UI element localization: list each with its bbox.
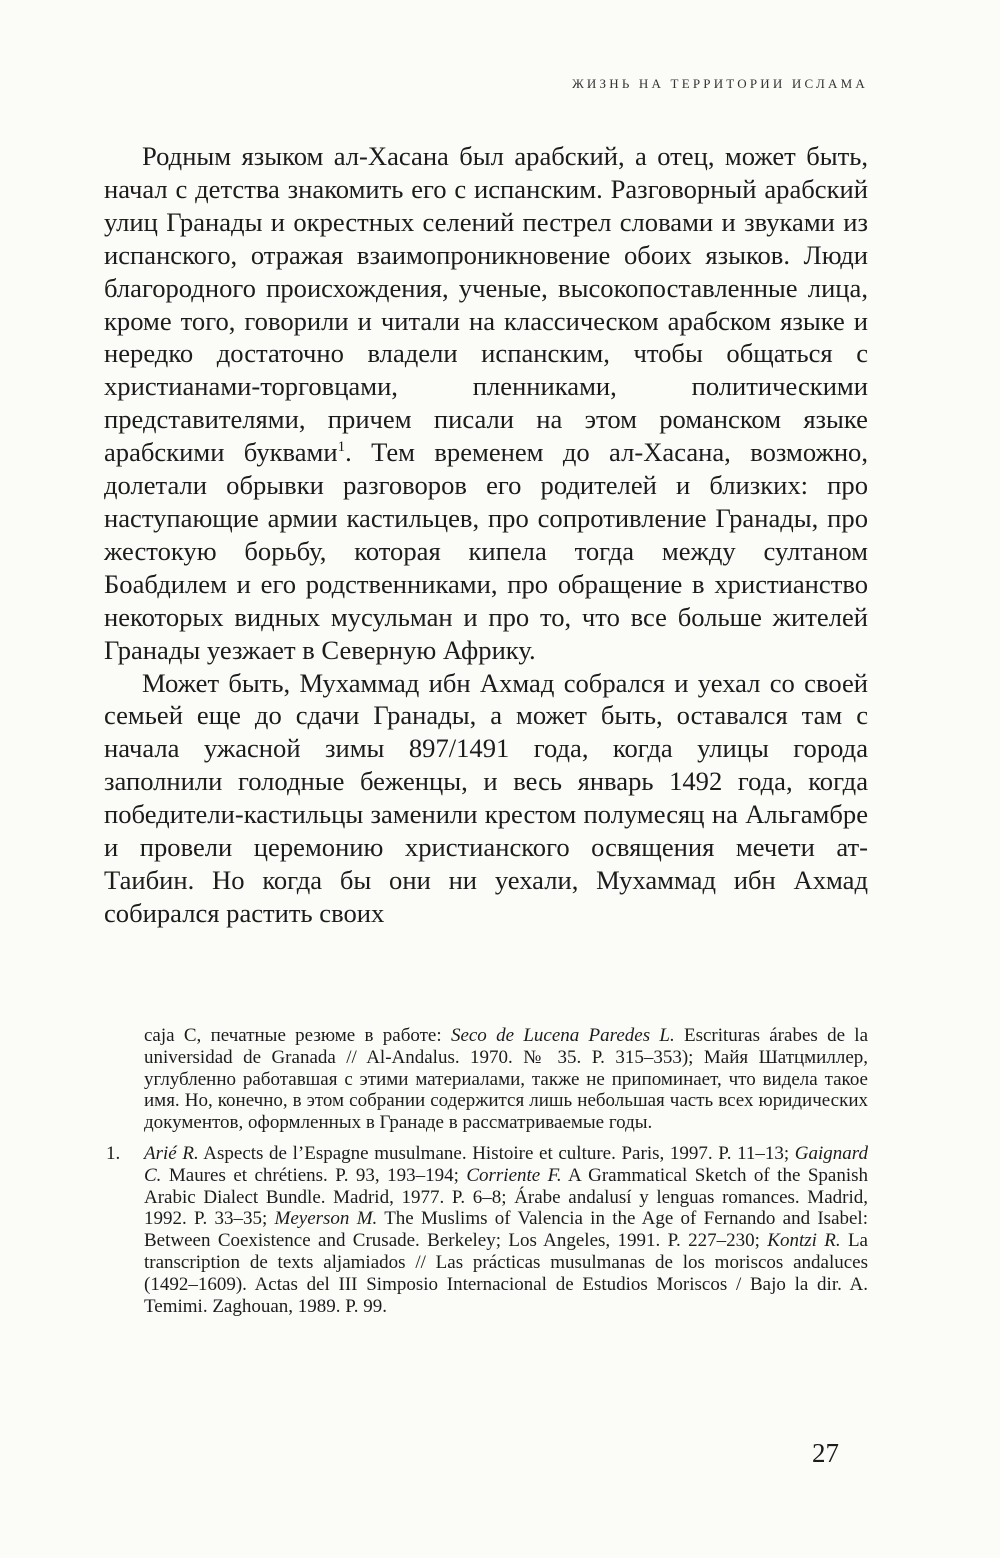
paragraph-1 xyxy=(104,140,868,667)
fn1-text-2: Maures et chrétiens. P. 93, 193–194; xyxy=(161,1164,467,1186)
fn-cont-text-2: Escrituras árabes de la universidad de Granada // Al-Andalus. 1970. № 35. P. 315–353); Майя Шатцмиллер, углубленно работавшая с этими материалами, также не припоминает, что видела такое имя. Но, конечно, в этом собрании содержится лишь небольшая часть всех юридических документов, оформленных в Гранаде в рассматриваемые годы. xyxy=(144,1025,868,1134)
paragraph-2: Может быть, Мухаммад ибн Ахмад собрался и уехал со своей семьей еще до сдачи Гранады, а может быть, оставался там с начала ужасной зимы 897/1491 года, когда улицы города заполнили голодные беженцы, и весь январь 1492 года, когда победители-кастильцы заменили крестом полумесяц на Альгамбре и провели церемонию христианского освящения мечети ат-Таибин. Но когда бы они ни уехали, Мухаммад ибн Ахмад собирался растить своих xyxy=(104,667,868,928)
paragraph-1-text-a: Родным языком ал-Хасана был арабский, а отец, может быть, начал с детства знакомить его с испанским. Разговорный арабский улиц Гранады и окрестных селений пестрел словами и звуками из испанского, отражая взаимопроникновение обоих языков. Люди благородного происхождения, ученые, высокопоставленные лица, кроме того, говорили и читали на классическом арабском языке и нередко достаточно владели испанским, чтобы общаться с христианами-торговцами, пленниками, политическими представителями, причем писали на этом романском языке арабскими буквами xyxy=(104,141,868,468)
fn1-author-gaignard: Gaignard C. xyxy=(144,1142,868,1186)
fn1-text-3: A Grammatical Sketch of the Spanish Arabic Dialect Bundle. Madrid, 1977. P. 6–8; Árabe andalusí y lenguas romances. Madrid, 1992. P. 33–35; xyxy=(144,1164,869,1230)
fn1-author-kontzi: Kontzi R. xyxy=(767,1230,841,1252)
paragraph-1-text-b: . Тем временем до ал-Хасана, возможно, долетали обрывки разговоров его родителей и близких: про наступающие армии кастильцев, про сопротивление Гранады, про жестокую борьбу, которая кипела тогда между султаном Боабдилем и его родственниками, про обращение в христианство некоторых видных мусульман и про то, что все больше жителей Гранады уезжает в Северную Африку. xyxy=(104,437,869,665)
footnote-reference[interactable]: 1 xyxy=(337,439,346,456)
fn1-text-1: Aspects de l’Espagne musulmane. Histoire et culture. Paris, 1997. P. 11–13; xyxy=(198,1142,795,1164)
fn1-author-corriente: Corriente F. xyxy=(466,1164,562,1186)
footnote-1 xyxy=(106,1142,869,1317)
fn-cont-author: Seco de Lucena Paredes L. xyxy=(450,1025,675,1046)
footnote-continued xyxy=(144,1025,868,1134)
main-text xyxy=(104,140,868,930)
fn1-text-5: La transcription de texts aljamiados // Las prácticas musulmanas de los moriscos andaluces (1492–1609). Actas del III Simposio Internacional de Estudios Moriscos / Bajo la dir. A. Temimi. Zaghouan, 1989. P. 99. xyxy=(144,1230,868,1317)
footnote-1-number: 1. xyxy=(106,1142,121,1164)
fn1-author-arie: Arié R. xyxy=(144,1142,199,1164)
footnotes xyxy=(104,1025,868,1317)
page-number: 27 xyxy=(812,1438,839,1468)
fn-cont-text-1: caja C, печатные резюме в работе: xyxy=(144,1025,451,1046)
fn1-author-meyerson: Meyerson M. xyxy=(274,1208,378,1230)
running-head: ЖИЗНЬ НА ТЕРРИТОРИИ ИСЛАМА xyxy=(572,76,868,91)
fn1-text-4: The Muslims of Valencia in the Age of Fernando and Isabel: Between Coexistence and Crusade. Berkeley; Los Angeles, 1991. P. 227–230; xyxy=(144,1208,868,1252)
